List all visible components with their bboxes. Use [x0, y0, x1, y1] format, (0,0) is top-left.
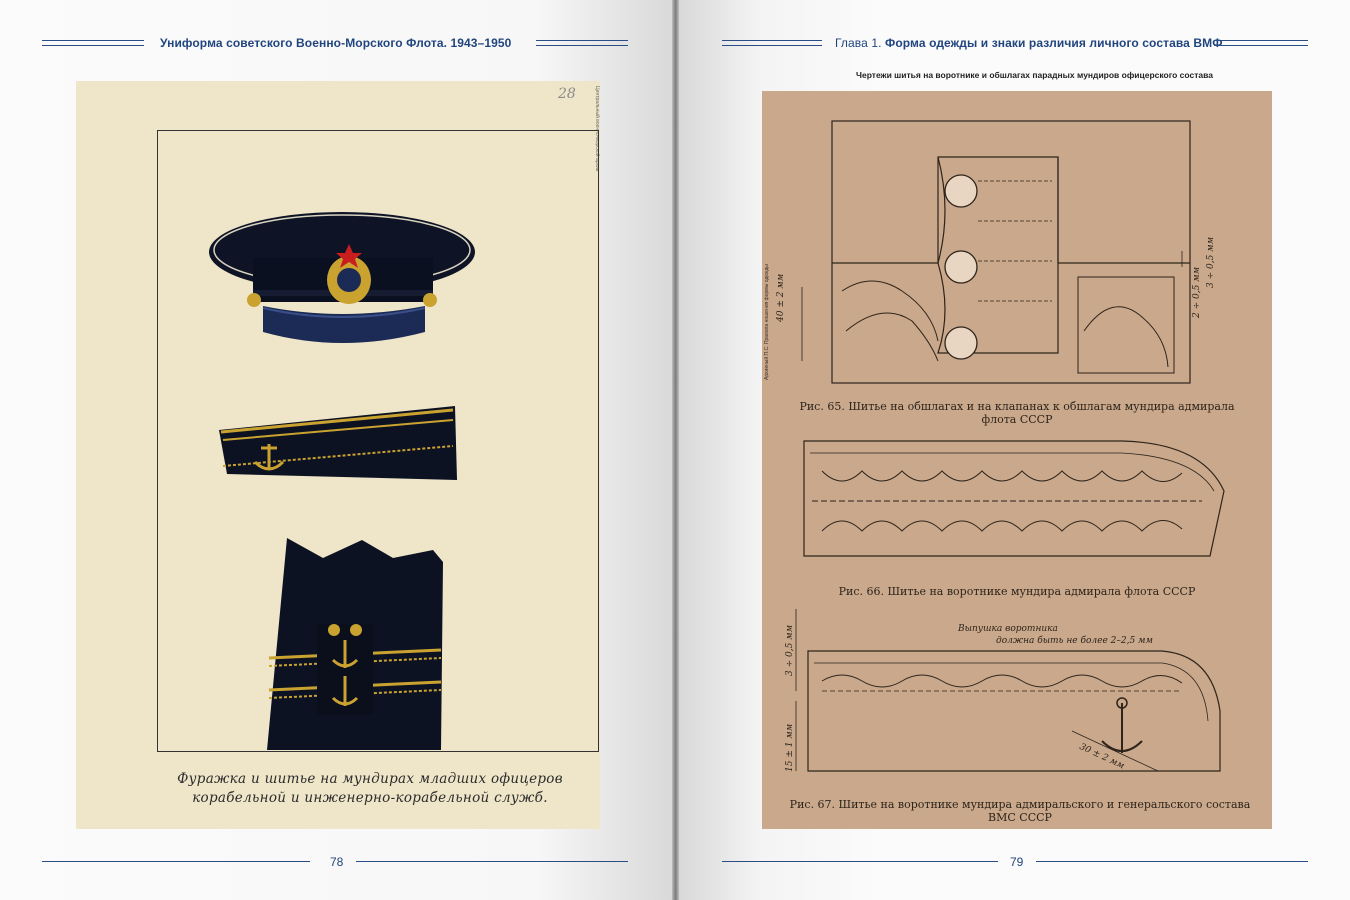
fig65-caption-line1: Рис. 65. Шитье на обшлагах и на клапанах к обшлагам мундира адмирала: [799, 400, 1235, 413]
left-header-rule-right: [536, 40, 628, 46]
right-footer-rule-left: [722, 861, 998, 862]
dimension-40mm: 40 ± 2 мм: [776, 273, 786, 322]
collar-embroidery: [219, 406, 457, 480]
officer-cap: [209, 212, 475, 343]
dimension-3mm-collar: 3 ÷ 0,5 мм: [785, 624, 795, 676]
plate-number: 28: [558, 86, 576, 102]
dimension-30mm: 30 ± 2 мм: [1077, 742, 1126, 772]
piping-note-line2: должна быть не более 2–2,5 мм: [996, 636, 1153, 646]
archive-stamp-right: Архивный П.С. Правила ношения формы одежды: [764, 264, 770, 380]
left-header-rule-left: [42, 40, 144, 46]
left-footer-rule-left: [42, 861, 310, 862]
uniform-illustration: [157, 130, 599, 752]
right-header-rule-left: [722, 40, 822, 46]
chapter-title: Форма одежды и знаки различия личного состава ВМФ: [885, 36, 1223, 50]
book-gutter: [672, 0, 679, 900]
chapter-label: Глава 1.: [835, 36, 882, 50]
piping-note-line1: Выпушка воротника: [958, 624, 1058, 634]
plate-subtitle: Чертежи шитья на воротнике и обшлагах парадных мундиров офицерского состава: [856, 70, 1213, 80]
handwritten-caption-line1: Фуражка и шитье на мундирах младших офицеров: [177, 771, 563, 787]
fig65-drawing: [802, 121, 1190, 383]
dimension-3mm: 3 ÷ 0,5 мм: [1206, 236, 1216, 288]
anchor-icon: [1102, 698, 1142, 753]
fig67-caption: [780, 798, 1260, 824]
right-header-rule-right: [1214, 40, 1308, 46]
left-footer-rule-right: [356, 861, 628, 862]
archive-stamp: Центральный военно-морской архив: [594, 86, 600, 172]
left-page-number: 78: [330, 855, 344, 869]
fig65-caption-line2: флота СССР: [981, 413, 1053, 426]
fig67-caption-line2: ВМС СССР: [988, 811, 1052, 824]
fig66-drawing: [804, 441, 1224, 556]
handwritten-caption: [165, 770, 575, 808]
left-running-head: Униформа советского Военно-Морского Флота. 1943–1950: [160, 36, 512, 50]
fig66-caption: Рис. 66. Шитье на воротнике мундира адмирала флота СССР: [838, 585, 1196, 598]
handwritten-caption-line2: корабельной и инженерно-корабельной служб.: [192, 790, 548, 806]
embroidery-drawings: [762, 91, 1272, 829]
fig67-caption-line1: Рис. 67. Шитье на воротнике мундира адмиральского и генеральского состава: [789, 798, 1251, 811]
fig65-caption: [792, 400, 1242, 426]
cuff-embroidery: [267, 538, 443, 750]
dimension-2mm: 2 ÷ 0,5 мм: [1192, 266, 1202, 318]
dimension-15mm: 15 ± 1 мм: [785, 723, 795, 772]
right-running-head: [835, 36, 1223, 50]
right-page-number: 79: [1010, 855, 1024, 869]
right-footer-rule-right: [1036, 861, 1308, 862]
